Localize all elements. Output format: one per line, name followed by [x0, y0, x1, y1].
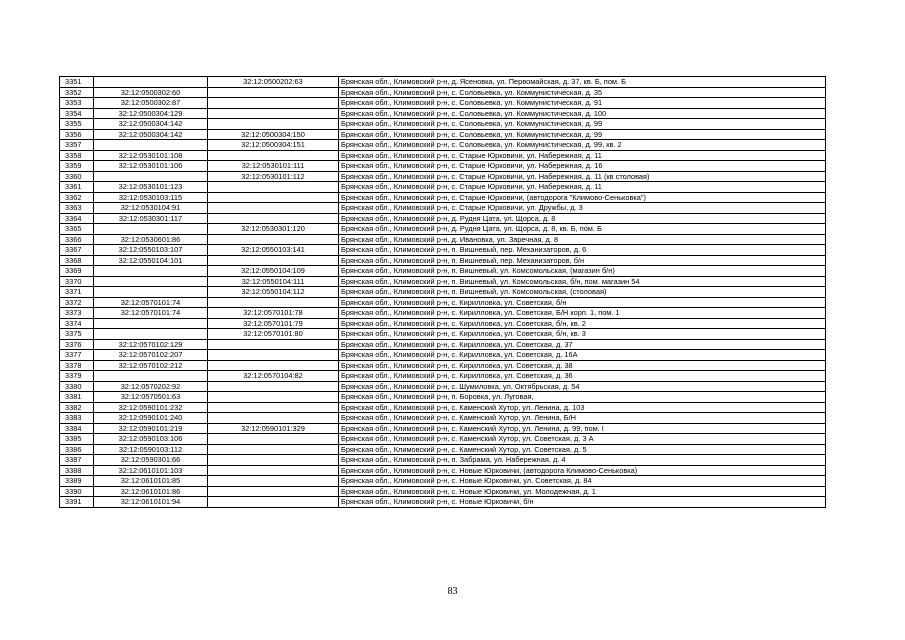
building-cadastral-number-cell — [208, 297, 339, 308]
building-cadastral-number-cell: 32:12:0530101:111 — [208, 161, 339, 172]
building-cadastral-number-cell: 32:12:0500202:63 — [208, 77, 339, 88]
table-row — [60, 161, 826, 172]
cadastral-number-cell — [94, 171, 208, 182]
building-cadastral-number-cell — [208, 150, 339, 161]
building-cadastral-number-cell — [208, 203, 339, 214]
address-cell: Брянская обл., Климовский р-н, с. Соловьевка, ул. Коммунистическая, д. 35 — [339, 87, 826, 98]
table-row — [60, 245, 826, 256]
address-cell: Брянская обл., Климовский р-н, п. Вишневый, ул. Комсомольская, б/н, пом. магазин 54 — [339, 276, 826, 287]
address-cell: Брянская обл., Климовский р-н, с. Старые Юрковичи, (автодорога "Климово-Сеньковка") — [339, 192, 826, 203]
row-number-cell: 3352 — [60, 87, 94, 98]
building-cadastral-number-cell: 32:12:0550104:112 — [208, 287, 339, 298]
cadastral-number-cell: 32:12:0530103:115 — [94, 192, 208, 203]
building-cadastral-number-cell — [208, 213, 339, 224]
row-number-cell: 3366 — [60, 234, 94, 245]
cadastral-number-cell: 32:12:0500302:87 — [94, 98, 208, 109]
table-row — [60, 203, 826, 214]
row-number-cell: 3373 — [60, 308, 94, 319]
table-row — [60, 213, 826, 224]
row-number-cell: 3363 — [60, 203, 94, 214]
cadastral-number-cell — [94, 140, 208, 151]
cadastral-number-cell: 32:12:0590101:240 — [94, 413, 208, 424]
building-cadastral-number-cell — [208, 497, 339, 508]
row-number-cell: 3367 — [60, 245, 94, 256]
table-row — [60, 171, 826, 182]
row-number-cell: 3383 — [60, 413, 94, 424]
building-cadastral-number-cell: 32:12:0530301:120 — [208, 224, 339, 235]
row-number-cell: 3358 — [60, 150, 94, 161]
table-row — [60, 434, 826, 445]
cadastral-number-cell — [94, 224, 208, 235]
table-row — [60, 371, 826, 382]
building-cadastral-number-cell — [208, 192, 339, 203]
table-row — [60, 182, 826, 193]
register-table-body — [60, 77, 826, 508]
building-cadastral-number-cell: 32:12:0500304:150 — [208, 129, 339, 140]
address-cell: Брянская обл., Климовский р-н, с. Соловьевка, ул. Коммунистическая, д. 99 — [339, 129, 826, 140]
cadastral-number-cell: 32:12:0500302:60 — [94, 87, 208, 98]
cadastral-number-cell — [94, 276, 208, 287]
cadastral-number-cell: 32:12:0530101:106 — [94, 161, 208, 172]
building-cadastral-number-cell: 32:12:0570101:78 — [208, 308, 339, 319]
cadastral-number-cell — [94, 371, 208, 382]
row-number-cell: 3369 — [60, 266, 94, 277]
building-cadastral-number-cell — [208, 87, 339, 98]
building-cadastral-number-cell — [208, 465, 339, 476]
table-row — [60, 423, 826, 434]
row-number-cell: 3365 — [60, 224, 94, 235]
building-cadastral-number-cell — [208, 434, 339, 445]
building-cadastral-number-cell — [208, 444, 339, 455]
row-number-cell: 3390 — [60, 486, 94, 497]
table-row — [60, 87, 826, 98]
building-cadastral-number-cell: 32:12:0570101:80 — [208, 329, 339, 340]
cadastral-number-cell: 32:12:0590103:106 — [94, 434, 208, 445]
table-row — [60, 350, 826, 361]
building-cadastral-number-cell — [208, 234, 339, 245]
address-cell: Брянская обл., Климовский р-н, с. Старые Юрковичи, ул. Набережная, д. 11 — [339, 150, 826, 161]
address-cell: Брянская обл., Климовский р-н, п. Вишневый, пер. Механизаторов, б/н — [339, 255, 826, 266]
table-row — [60, 192, 826, 203]
cadastral-number-cell: 32:12:0610101:85 — [94, 476, 208, 487]
cadastral-number-cell: 32:12:0570102:207 — [94, 350, 208, 361]
row-number-cell: 3353 — [60, 98, 94, 109]
table-row — [60, 287, 826, 298]
address-cell: Брянская обл., Климовский р-н, д. Рудня Цата, ул. Щорса, д. 8 — [339, 213, 826, 224]
row-number-cell: 3364 — [60, 213, 94, 224]
table-row — [60, 140, 826, 151]
table-row — [60, 455, 826, 466]
building-cadastral-number-cell — [208, 339, 339, 350]
row-number-cell: 3379 — [60, 371, 94, 382]
cadastral-number-cell — [94, 329, 208, 340]
row-number-cell: 3384 — [60, 423, 94, 434]
building-cadastral-number-cell — [208, 119, 339, 130]
table-row — [60, 381, 826, 392]
address-cell: Брянская обл., Климовский р-н, с. Новые Юрковичи, ул. Советская, д. 84 — [339, 476, 826, 487]
address-cell: Брянская обл., Климовский р-н, с. Каменский Хутор, ул. Советская, д. 3 А — [339, 434, 826, 445]
cadastral-number-cell: 32:12:0530104:91 — [94, 203, 208, 214]
table-row — [60, 255, 826, 266]
row-number-cell: 3362 — [60, 192, 94, 203]
cadastral-number-cell: 32:12:0570102:129 — [94, 339, 208, 350]
page-number: 83 — [447, 586, 458, 597]
building-cadastral-number-cell — [208, 392, 339, 403]
address-cell: Брянская обл., Климовский р-н, п. Вишневый, ул. Комсомольская, (столовая) — [339, 287, 826, 298]
cadastral-number-cell: 32:12:0590101:219 — [94, 423, 208, 434]
cadastral-number-cell: 32:12:0530601:86 — [94, 234, 208, 245]
building-cadastral-number-cell — [208, 486, 339, 497]
building-cadastral-number-cell: 32:12:0590101:329 — [208, 423, 339, 434]
building-cadastral-number-cell — [208, 350, 339, 361]
row-number-cell: 3361 — [60, 182, 94, 193]
table-row — [60, 119, 826, 130]
table-row — [60, 339, 826, 350]
row-number-cell: 3387 — [60, 455, 94, 466]
table-row — [60, 234, 826, 245]
building-cadastral-number-cell — [208, 360, 339, 371]
row-number-cell: 3372 — [60, 297, 94, 308]
table-row — [60, 318, 826, 329]
row-number-cell: 3360 — [60, 171, 94, 182]
address-cell: Брянская обл., Климовский р-н, с. Каменский Хутор, ул. Ленина, Б/Н — [339, 413, 826, 424]
address-cell: Брянская обл., Климовский р-н, д. Ясеновка, ул. Первомайская, д. 37, кв. Б, пом. Б — [339, 77, 826, 88]
address-cell: Брянская обл., Климовский р-н, с. Новые Юрковичи, б/н — [339, 497, 826, 508]
address-cell: Брянская обл., Климовский р-н, с. Соловьевка, ул. Коммунистическая, д. 99 — [339, 119, 826, 130]
address-cell: Брянская обл., Климовский р-н, с. Старые Юрковичи, ул. Набережная, д. 16 — [339, 161, 826, 172]
cadastral-number-cell: 32:12:0610101:86 — [94, 486, 208, 497]
cadastral-number-cell: 32:12:0570501:63 — [94, 392, 208, 403]
table-row — [60, 413, 826, 424]
cadastral-number-cell: 32:12:0570101:74 — [94, 297, 208, 308]
building-cadastral-number-cell — [208, 402, 339, 413]
row-number-cell: 3351 — [60, 77, 94, 88]
address-cell: Брянская обл., Климовский р-н, с. Каменский Хутор, ул. Советская, д. 5 — [339, 444, 826, 455]
cadastral-number-cell — [94, 318, 208, 329]
cadastral-number-cell: 32:12:0570101:74 — [94, 308, 208, 319]
table-row — [60, 98, 826, 109]
address-cell: Брянская обл., Климовский р-н, с. Каменский Хутор, ул. Ленина, д. 99, пом. I — [339, 423, 826, 434]
address-cell: Брянская обл., Климовский р-н, с. Кирилловка, ул. Советская, б/н, кв. 2 — [339, 318, 826, 329]
table-row — [60, 276, 826, 287]
address-cell: Брянская обл., Климовский р-н, с. Соловьевка, ул. Коммунистическая, д. 99, кв. 2 — [339, 140, 826, 151]
table-row — [60, 150, 826, 161]
table-row — [60, 266, 826, 277]
table-row — [60, 497, 826, 508]
row-number-cell: 3371 — [60, 287, 94, 298]
row-number-cell: 3377 — [60, 350, 94, 361]
cadastral-number-cell: 32:12:0550103:107 — [94, 245, 208, 256]
row-number-cell: 3386 — [60, 444, 94, 455]
address-cell: Брянская обл., Климовский р-н, с. Кирилловка, ул. Советская, б/н — [339, 297, 826, 308]
row-number-cell: 3378 — [60, 360, 94, 371]
building-cadastral-number-cell — [208, 108, 339, 119]
table-row — [60, 465, 826, 476]
table-row — [60, 108, 826, 119]
address-cell: Брянская обл., Климовский р-н, с. Старые Юрковичи, ул. Дружбы, д. 3 — [339, 203, 826, 214]
cadastral-number-cell: 32:12:0590101:232 — [94, 402, 208, 413]
table-row — [60, 476, 826, 487]
address-cell: Брянская обл., Климовский р-н, с. Кирилловка, ул. Советская, Б/Н корп. 1, пом. 1 — [339, 308, 826, 319]
table-row — [60, 392, 826, 403]
row-number-cell: 3355 — [60, 119, 94, 130]
row-number-cell: 3385 — [60, 434, 94, 445]
row-number-cell: 3375 — [60, 329, 94, 340]
building-cadastral-number-cell: 32:12:0550103:141 — [208, 245, 339, 256]
table-row — [60, 360, 826, 371]
building-cadastral-number-cell: 32:12:0550104:111 — [208, 276, 339, 287]
row-number-cell: 3380 — [60, 381, 94, 392]
table-row — [60, 129, 826, 140]
row-number-cell: 3388 — [60, 465, 94, 476]
row-number-cell: 3354 — [60, 108, 94, 119]
address-cell: Брянская обл., Климовский р-н, п. Боровка, ул. Луговая, — [339, 392, 826, 403]
cadastral-number-cell: 32:12:0590301:66 — [94, 455, 208, 466]
building-cadastral-number-cell — [208, 381, 339, 392]
cadastral-number-cell: 32:12:0530101:108 — [94, 150, 208, 161]
address-cell: Брянская обл., Климовский р-н, с. Соловьевка, ул. Коммунистическая, д. 91 — [339, 98, 826, 109]
cadastral-number-cell — [94, 266, 208, 277]
cadastral-number-cell: 32:12:0610101:103 — [94, 465, 208, 476]
building-cadastral-number-cell — [208, 413, 339, 424]
address-cell: Брянская обл., Климовский р-н, д. Рудня Цата, ул. Щорса, д. 8, кв. Б, пом. Б — [339, 224, 826, 235]
row-number-cell: 3356 — [60, 129, 94, 140]
row-number-cell: 3359 — [60, 161, 94, 172]
table-row — [60, 486, 826, 497]
address-cell: Брянская обл., Климовский р-н, с. Шумиловка, ул. Октябрьская, д. 54 — [339, 381, 826, 392]
building-cadastral-number-cell — [208, 476, 339, 487]
address-cell: Брянская обл., Климовский р-н, с. Новые Юрковичи, (автодорога Климово-Сеньковка) — [339, 465, 826, 476]
address-cell: Брянская обл., Климовский р-н, д. Ивановка, ул. Заречная, д. 8 — [339, 234, 826, 245]
address-cell: Брянская обл., Климовский р-н, с. Соловьевка, ул. Коммунистическая, д. 100 — [339, 108, 826, 119]
building-cadastral-number-cell: 32:12:0570101:79 — [208, 318, 339, 329]
register-table — [59, 76, 826, 508]
building-cadastral-number-cell — [208, 455, 339, 466]
row-number-cell: 3376 — [60, 339, 94, 350]
table-row — [60, 77, 826, 88]
table-row — [60, 402, 826, 413]
cadastral-number-cell: 32:12:0590103:112 — [94, 444, 208, 455]
table-row — [60, 444, 826, 455]
address-cell: Брянская обл., Климовский р-н, п. Вишневый, ул. Комсомольская, (магазин б/н) — [339, 266, 826, 277]
address-cell: Брянская обл., Климовский р-н, с. Кирилловка, ул. Советская, б/н, кв. 3 — [339, 329, 826, 340]
address-cell: Брянская обл., Климовский р-н, с. Кирилловка, ул. Советская, д. 16А — [339, 350, 826, 361]
cadastral-number-cell: 32:12:0550104:101 — [94, 255, 208, 266]
row-number-cell: 3374 — [60, 318, 94, 329]
address-cell: Брянская обл., Климовский р-н, с. Кирилловка, ул. Советская, д. 38 — [339, 360, 826, 371]
building-cadastral-number-cell: 32:12:0550104:109 — [208, 266, 339, 277]
address-cell: Брянская обл., Климовский р-н, с. Кирилловка, ул. Советская, д. 37 — [339, 339, 826, 350]
cadastral-number-cell: 32:12:0530101:123 — [94, 182, 208, 193]
cadastral-number-cell — [94, 77, 208, 88]
row-number-cell: 3357 — [60, 140, 94, 151]
building-cadastral-number-cell: 32:12:0500304:151 — [208, 140, 339, 151]
cadastral-number-cell: 32:12:0530301:117 — [94, 213, 208, 224]
cadastral-number-cell: 32:12:0570102:212 — [94, 360, 208, 371]
row-number-cell: 3381 — [60, 392, 94, 403]
address-cell: Брянская обл., Климовский р-н, с. Каменский Хутор, ул. Ленина, д. 103 — [339, 402, 826, 413]
cadastral-number-cell — [94, 287, 208, 298]
cadastral-number-cell: 32:12:0500304:142 — [94, 119, 208, 130]
cadastral-number-cell: 32:12:0500304:142 — [94, 129, 208, 140]
table-row — [60, 329, 826, 340]
table-row — [60, 297, 826, 308]
cadastral-number-cell: 32:12:0610101:94 — [94, 497, 208, 508]
address-cell: Брянская обл., Климовский р-н, с. Кирилловка, ул. Советская, д. 36 — [339, 371, 826, 382]
building-cadastral-number-cell — [208, 98, 339, 109]
row-number-cell: 3391 — [60, 497, 94, 508]
address-cell: Брянская обл., Климовский р-н, с. Старые Юрковичи, ул. Набережная, д. 11 (кв столовая) — [339, 171, 826, 182]
cadastral-number-cell: 32:12:0570202:92 — [94, 381, 208, 392]
table-row — [60, 224, 826, 235]
address-cell: Брянская обл., Климовский р-н, п. Вишневый, пер. Механизаторов, д. 6 — [339, 245, 826, 256]
cadastral-number-cell: 32:12:0500304:129 — [94, 108, 208, 119]
address-cell: Брянская обл., Климовский р-н, с. Новые Юрковичи, ул. Молодежная, д. 1 — [339, 486, 826, 497]
building-cadastral-number-cell — [208, 182, 339, 193]
row-number-cell: 3389 — [60, 476, 94, 487]
row-number-cell: 3370 — [60, 276, 94, 287]
table-row — [60, 308, 826, 319]
address-cell: Брянская обл., Климовский р-н, с. Старые Юрковичи, ул. Набережная, д. 11 — [339, 182, 826, 193]
building-cadastral-number-cell: 32:12:0570104:82 — [208, 371, 339, 382]
building-cadastral-number-cell — [208, 255, 339, 266]
building-cadastral-number-cell: 32:12:0530101:112 — [208, 171, 339, 182]
row-number-cell: 3368 — [60, 255, 94, 266]
address-cell: Брянская обл., Климовский р-н, п. Забрама, ул. Набережная, д. 4 — [339, 455, 826, 466]
row-number-cell: 3382 — [60, 402, 94, 413]
